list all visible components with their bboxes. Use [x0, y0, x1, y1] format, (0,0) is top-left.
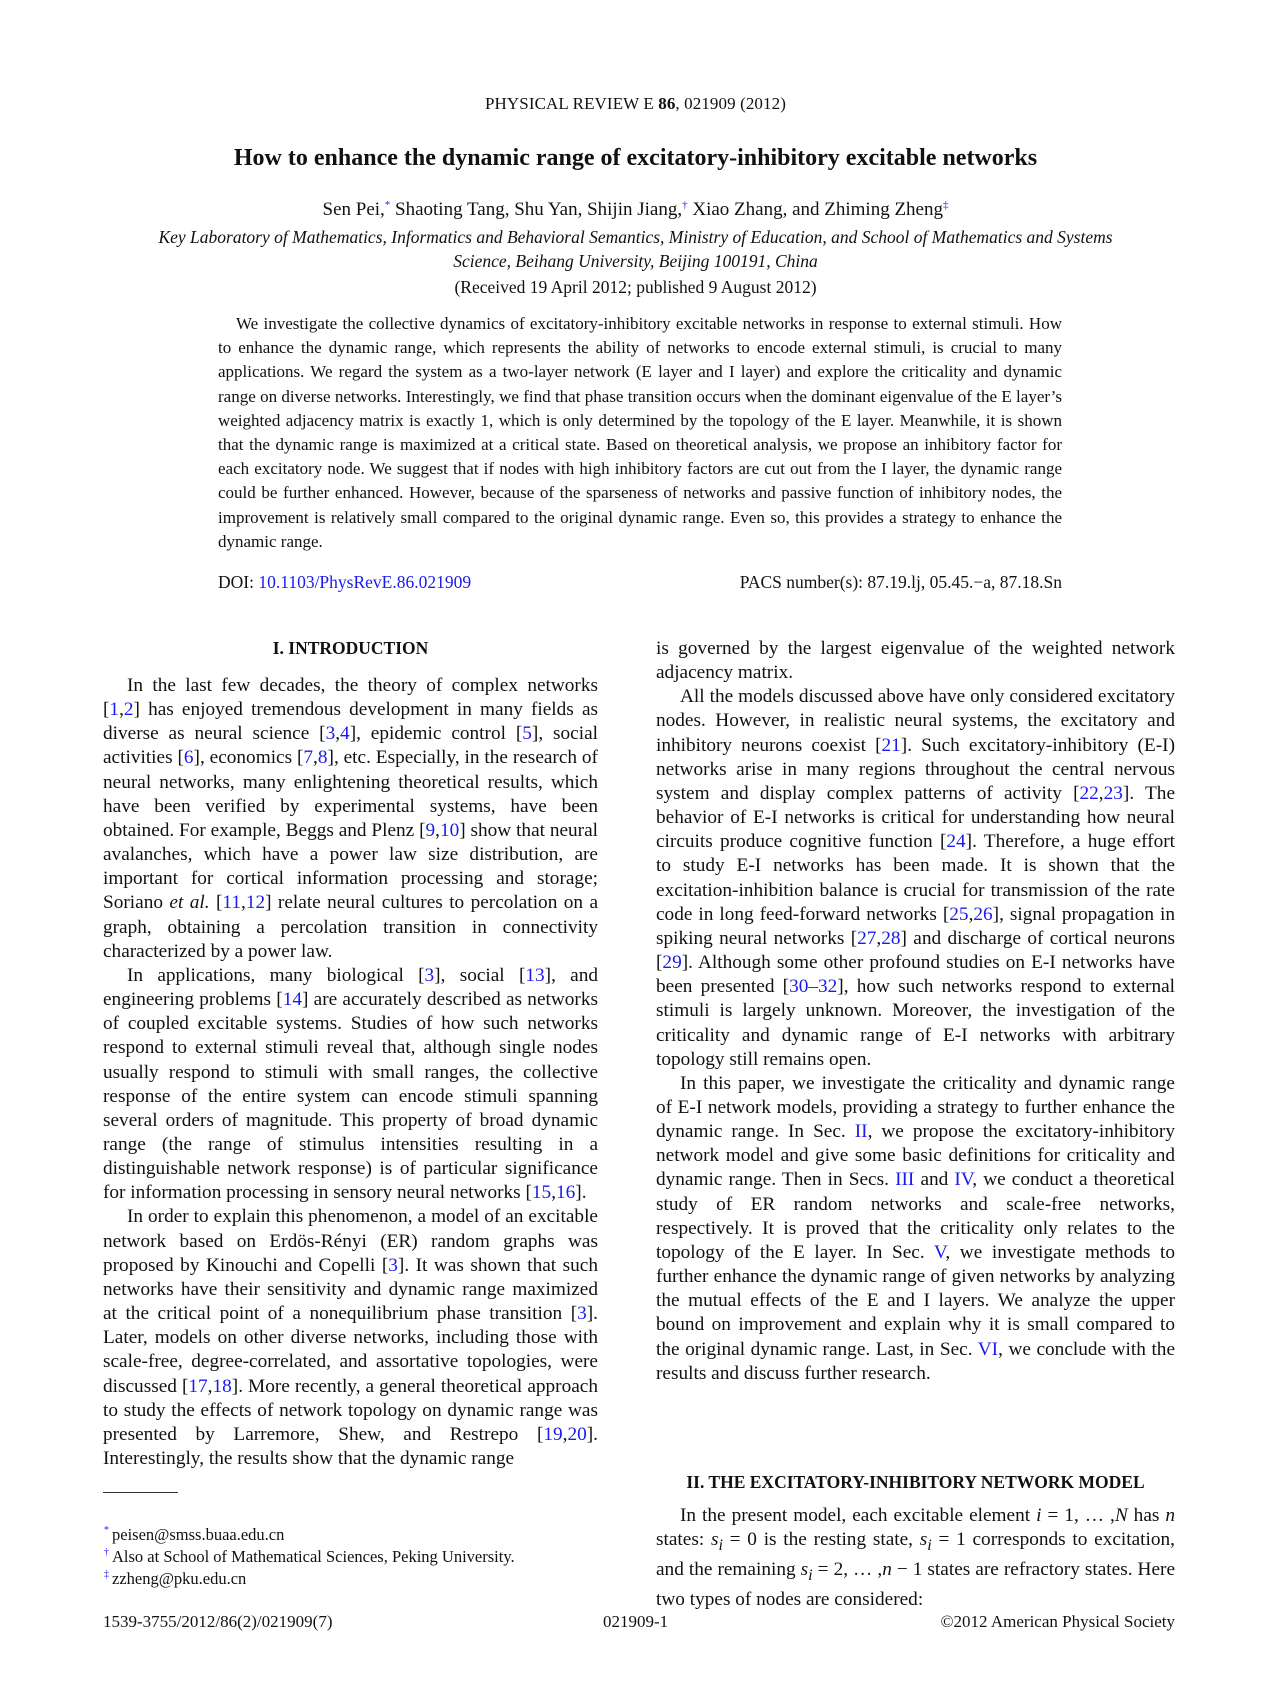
affiliation-line-2: Science, Beihang University, Beijing 100191, China	[453, 251, 818, 271]
citation-link[interactable]: 26	[973, 903, 993, 925]
intro-paragraph-3: In order to explain this phenomenon, a model of an excitable network based on Erdös-Rényi (ER) random graphs was proposed by Kinouchi and Copelli [3]. It was shown that such networks have their sensitivity and dynamic range maximized at the critical point of a nonequilibrium phase transition [3]. Later, models on other diverse networks, including those with scale-free, degree-correlated, and assortative topologies, were discussed [17,18]. More recently, a general theoretical approach to study the effects of network topology on dynamic range was presented by Larremore, Shew, and Restrepo [19,20]. Interestingly, the results show that the dynamic range	[103, 1206, 598, 1469]
citation-link[interactable]: 1	[109, 699, 120, 721]
authors-middle: Shaoting Tang, Shu Yan, Shijin Jiang,	[390, 199, 683, 220]
citation-link[interactable]: 3	[577, 1303, 587, 1325]
citation-link[interactable]: 19	[543, 1423, 563, 1445]
citation-link[interactable]: 16	[556, 1182, 576, 1204]
citation-link[interactable]: 14	[282, 989, 302, 1011]
footnote-link-double-dagger[interactable]: ‡	[942, 199, 949, 211]
citation-link[interactable]: 29	[662, 952, 682, 974]
citation-link[interactable]: 21	[881, 734, 901, 756]
citation-link[interactable]: 28	[881, 927, 901, 949]
footnote-affiliation-jiang: † Also at School of Mathematical Sciences, Peking University.	[112, 1546, 515, 1568]
citation-link[interactable]: 3	[424, 964, 435, 986]
affiliation-line-1: Key Laboratory of Mathematics, Informatics and Behavioral Semantics, Ministry of Education, and School of Mathematics and Systems	[158, 227, 1113, 247]
section-link-vi[interactable]: VI	[977, 1338, 999, 1360]
citation-link[interactable]: 4	[340, 723, 350, 745]
citation-link[interactable]: 20	[567, 1423, 587, 1445]
citation-link[interactable]: 3	[388, 1254, 398, 1276]
citation-link[interactable]: 12	[245, 892, 266, 914]
running-head	[0, 94, 1271, 114]
citation-link[interactable]: 17	[188, 1375, 208, 1397]
footnote-mark: ‡	[104, 1569, 109, 1580]
footnote-email-pei: * peisen@smss.buaa.edu.cn	[112, 1524, 515, 1546]
citation-link[interactable]: 7	[303, 747, 314, 769]
footnote-email-zheng: ‡ zzheng@pku.edu.cn	[112, 1568, 515, 1590]
intro-paragraph-2: In applications, many biological [3], social [13], and engineering problems [14] are accurately described as networks of coupled excitable systems. Studies of how such networks respond to external stimuli reveal that, although single nodes usually respond to stimuli with small ranges, the collective response of the entire system can encode stimuli spanning several orders of magnitude. This property of broad dynamic range (the range of stimulus intensities resulting in a distinguishable network response) is of particular significance for information processing in sensory neural networks [15,16].	[103, 964, 599, 1204]
section-link-iii[interactable]: III	[895, 1169, 915, 1191]
pacs-numbers: PACS number(s): 87.19.lj, 05.45.−a, 87.18.Sn	[739, 572, 1062, 592]
section-heading-introduction: I. INTRODUCTION	[272, 638, 429, 658]
section-link-v[interactable]: V	[933, 1241, 946, 1263]
citation-link[interactable]: 5	[522, 723, 532, 745]
intro-paragraph-5: In this paper, we investigate the criticality and dynamic range of E-I network models, providing a strategy to further enhance the dynamic range. In Sec. II, we propose the excitatory-inhibitory network model and give some basic definitions for criticality and dynamic range. Then in Secs. III and IV, we conduct a theoretical study of ER random networks and scale-free networks, respectively. It is proved that the criticality only relates to the topology of the E layer. In Sec. V, we investigate methods to further enhance the dynamic range of given networks by analyzing the mutual effects of the E and I layers. We analyze the upper bound on improvement and explain why it is small compared to the original dynamic range. Last, in Sec. VI, we conclude with the results and discuss further research.	[656, 1072, 1175, 1384]
citation-link[interactable]: 25	[949, 903, 969, 925]
footer-issn: 1539-3755/2012/86(2)/021909(7)	[103, 1612, 333, 1631]
citation-link[interactable]: 24	[946, 831, 966, 853]
journal-volume: 86	[658, 94, 676, 113]
doi-pacs-row	[218, 572, 1062, 593]
journal-name: PHYSICAL REVIEW E	[484, 94, 654, 113]
citation-link[interactable]: 10	[439, 819, 460, 841]
footnote-divider	[103, 1492, 178, 1493]
intro-paragraph-4: All the models discussed above have only considered excitatory nodes. However, in realistic neural systems, the excitatory and inhibitory neurons coexist [21]. Such excitatory-inhibitory (E-I) networks arise in many regions throughout the central nervous system and display complex patterns of activity [22,23]. The behavior of E-I networks is critical for understanding how neural circuits produce cognitive function [24]. Therefore, a huge effort to study E-I networks has been made. It is shown that the excitation-inhibition balance is crucial for transmission of the rate code in long feed-forward networks [25,26], signal propagation in spiking neural networks [27,28] and discharge of cortical neurons [29]. Although some other profound studies on E-I networks have been presented [30–32], how such networks respond to external stimuli is largely unknown. Moreover, the investigation of the criticality and dynamic range of E-I networks with arbitrary topology still remains open.	[656, 686, 1176, 1070]
citation-link[interactable]: 30–32	[789, 976, 838, 998]
intro-paragraph-1: In the last few decades, the theory of complex networks [1,2] has enjoyed tremendous development in many fields as diverse as neural science [3,4], epidemic control [5], social activities [6], economics [7,8], etc. Especially, in the research of neural networks, many enlightening theoretical results, which have been verified by experimental systems, have been obtained. For example, Beggs and Plenz [9,10] show that neural avalanches, which have a power law size distribution, are important for cortical information processing and storage; Soriano et al. [11,12] relate neural cultures to percolation on a graph, obtaining a percolation transition in connectivity characterized by a power law.	[103, 675, 598, 962]
abstract: We investigate the collective dynamics of excitatory-inhibitory excitable networks in response to external stimuli. How to enhance the dynamic range, which represents the ability of networks to encode external stimuli, is crucial to many applications. We regard the system as a two-layer network (E layer and I layer) and explore the criticality and dynamic range on diverse networks. Interestingly, we find that phase transition occurs when the dominant eigenvalue of the E layer’s weighted adjacency matrix is exactly 1, which is only determined by the topology of the E layer. Meanwhile, it is shown that the dynamic range is maximized at a critical state. Based on theoretical analysis, we propose an inhibitory factor for each excitatory node. We suggest that if nodes with high inhibitory factors are cut out from the I layer, the dynamic range could be further enhanced. However, because of the sparseness of networks and passive function of inhibitory nodes, the improvement is relatively small compared to the original dynamic range. Even so, this provides a strategy to enhance the dynamic range.	[218, 314, 1062, 551]
authors-end: Xiao Zhang, and Zhiming Zheng	[687, 199, 943, 220]
author-sen-pei: Sen Pei,	[322, 199, 385, 220]
section-heading-model: II. THE EXCITATORY-INHIBITORY NETWORK MODEL	[686, 1472, 1145, 1492]
section-link-ii[interactable]: II	[854, 1121, 868, 1143]
footnote-mark: *	[104, 1525, 109, 1536]
footnote-link-star[interactable]: *	[384, 199, 391, 211]
citation-link[interactable]: 6	[183, 747, 194, 769]
footnotes	[104, 1524, 515, 1590]
citation-link[interactable]: 13	[525, 964, 545, 986]
footnote-link-dagger[interactable]: †	[682, 199, 688, 211]
section-link-iv[interactable]: IV	[954, 1169, 973, 1191]
citation-link[interactable]: 15	[531, 1182, 552, 1204]
article-id-year: , 021909 (2012)	[675, 94, 786, 113]
citation-link[interactable]: 2	[123, 699, 134, 721]
received-dates: (Received 19 April 2012; published 9 August 2012)	[454, 277, 817, 297]
left-column	[103, 674, 598, 1471]
intro-paragraph-3-continued: is governed by the largest eigenvalue of the weighted network adjacency matrix.	[656, 638, 1175, 684]
footnote-mark: †	[104, 1547, 109, 1558]
footer-copyright: ©2012 American Physical Society	[940, 1612, 1175, 1631]
doi-label: DOI:	[218, 572, 259, 592]
citation-link[interactable]: 9	[425, 819, 436, 841]
footer-page-number: 021909-1	[603, 1612, 669, 1631]
citation-link[interactable]: 18	[212, 1375, 232, 1397]
model-paragraph	[656, 1504, 1175, 1612]
right-column	[656, 637, 1175, 1386]
model-paragraph-1: In the present model, each excitable element i = 1, … ,N has n states: $s_i = 0$ is the resting state, $s_i = 1$ corresponds to excitation, and the remaining $s_i = 2$, … ,n − 1 states are refractory states. Here two types of nodes are considered:	[656, 1505, 1176, 1611]
citation-link[interactable]: 11	[222, 892, 241, 914]
citation-link[interactable]: 23	[1103, 782, 1123, 804]
doi-link[interactable]: 10.1103/PhysRevE.86.021909	[258, 572, 472, 592]
citation-link[interactable]: 22	[1079, 782, 1099, 804]
citation-link[interactable]: 8	[317, 747, 328, 769]
citation-link[interactable]: 3	[325, 723, 336, 745]
citation-link[interactable]: 27	[857, 927, 877, 949]
author-list	[0, 199, 1271, 221]
paper-title: How to enhance the dynamic range of excitatory-inhibitory excitable networks	[233, 145, 1038, 171]
